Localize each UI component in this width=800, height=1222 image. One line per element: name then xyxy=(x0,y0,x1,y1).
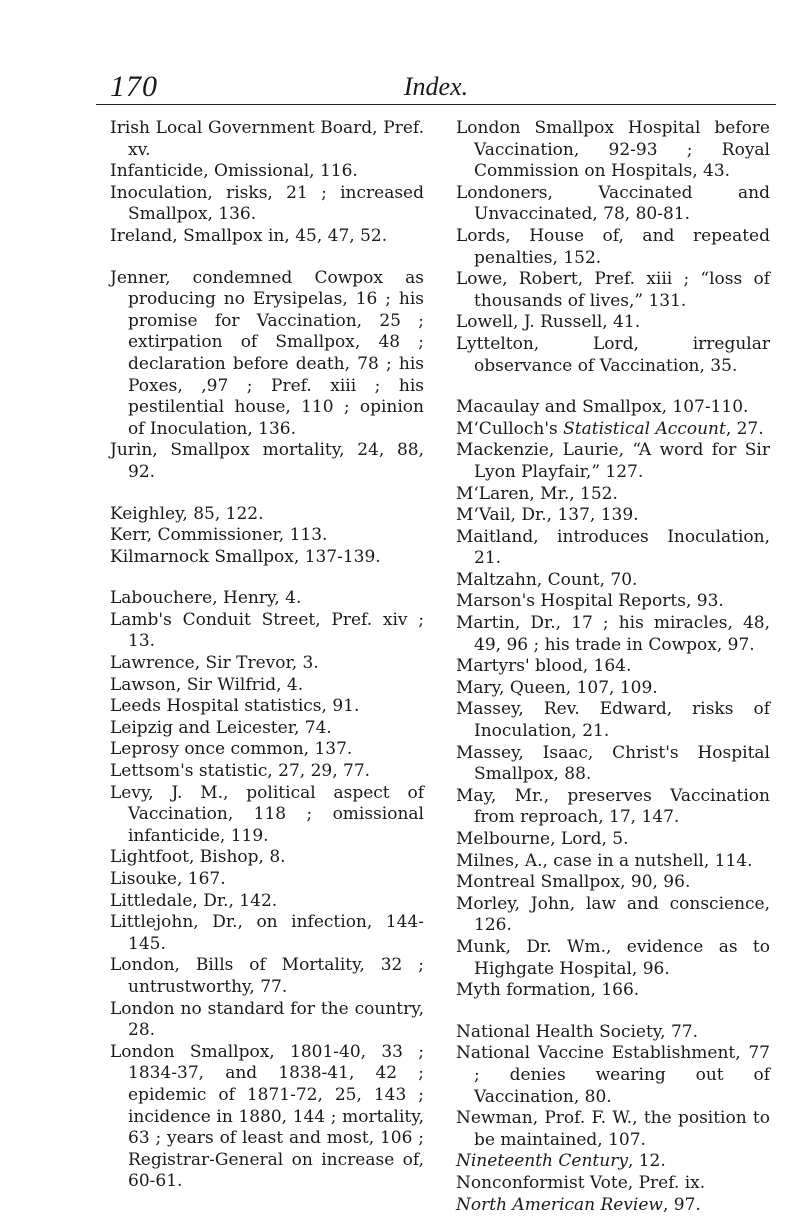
page-header xyxy=(96,68,776,103)
entry-text: , 97. xyxy=(662,1194,701,1215)
entry-italic-title: Nineteenth Century xyxy=(456,1151,628,1172)
index-entry: Keighley, 85, 122. xyxy=(110,503,264,524)
index-entry: National Health Society, 77. xyxy=(456,1021,699,1042)
index-entry: M‘Vail, Dr., 137, 139. xyxy=(456,505,639,526)
index-entry: Nonconformist Vote, Pref. ix. xyxy=(456,1172,706,1193)
index-entry: Myth formation, 166. xyxy=(456,980,640,1001)
index-entry: London Smallpox, 1801-40, 33 ; 1834-37, and 1838-41, 42 ; epidemic of 1871-72, 25, 143 ; incidence in 1880, 144 ; mortality, 63 ; years of least and most, 106 ; Registrar-General on increase of, 60-61. xyxy=(110,1041,424,1192)
index-entry: Kilmarnock Smallpox, 137-139. xyxy=(110,546,381,567)
index-entry: Marson's Hospital Reports, 93. xyxy=(456,591,724,612)
entry-gap xyxy=(110,568,424,588)
index-entry: Lawrence, Sir Trevor, 3. xyxy=(110,653,319,674)
index-entry: Montreal Smallpox, 90, 96. xyxy=(456,872,691,893)
index-entry: Martyrs' blood, 164. xyxy=(456,656,632,677)
index-entry: Londoners, Vaccinated and Unvaccinated, 78, 80-81. xyxy=(456,182,770,225)
index-entry: Kerr, Commissioner, 113. xyxy=(110,525,328,546)
index-entry: Levy, J. M., political aspect of Vaccination, 118 ; omissional infanticide, 119. xyxy=(110,782,424,846)
index-entry: London, Bills of Mortality, 32 ; untrustworthy, 77. xyxy=(110,955,424,997)
entry-gap xyxy=(110,248,424,268)
index-entry: Littledale, Dr., 142. xyxy=(110,890,278,911)
index-entry: Irish Local Government Board, Pref. xv. xyxy=(110,118,424,160)
index-entry: Milnes, A., case in a nutshell, 114. xyxy=(456,850,753,871)
index-entry: Mackenzie, Laurie, “A word for Sir Lyon Playfair,” 127. xyxy=(456,440,770,482)
index-entry: Leipzig and Leicester, 74. xyxy=(110,717,332,738)
index-entry: Ireland, Smallpox in, 45, 47, 52. xyxy=(110,225,388,246)
index-entry: Lawson, Sir Wilfrid, 4. xyxy=(110,674,304,695)
index-entry: Maitland, introduces Inoculation, 21. xyxy=(456,526,770,569)
index-entry: Lords, House of, and repeated penalties, 152. xyxy=(456,225,770,268)
index-entry: National Vaccine Establishment, 77 ; denies wearing out of Vaccination, 80. xyxy=(456,1043,770,1107)
index-entry xyxy=(456,419,770,441)
index-entry: Melbourne, Lord, 5. xyxy=(456,829,629,849)
index-entry: Inoculation, risks, 21 ; increased Smallpox, 136. xyxy=(110,182,424,225)
entry-gap xyxy=(456,1002,770,1022)
entry-gap xyxy=(456,377,770,397)
index-entry: May, Mr., preserves Vaccination from reproach, 17, 147. xyxy=(456,785,770,828)
index-entry: London no standard for the country, 28. xyxy=(110,998,424,1041)
index-entry: Lyttelton, Lord, irregular observance of Vaccination, 35. xyxy=(456,333,770,376)
index-entry: Labouchere, Henry, 4. xyxy=(110,588,302,609)
entry-text: M‘Culloch's xyxy=(456,418,564,439)
index-entry: Littlejohn, Dr., on infection, 144-145. xyxy=(110,912,424,954)
entry-text: , 12. xyxy=(627,1151,666,1172)
index-entry: Lisouke, 167. xyxy=(110,869,226,889)
index-column-left xyxy=(110,118,424,1193)
index-entry: Lowe, Robert, Pref. xiii ; “loss of thousands of lives,” 131. xyxy=(456,269,770,311)
index-entry: Lamb's Conduit Street, Pref. xiv ; 13. xyxy=(110,609,424,652)
index-entry: Lowell, J. Russell, 41. xyxy=(456,312,641,333)
index-entry: Maltzahn, Count, 70. xyxy=(456,569,638,590)
index-entry xyxy=(456,1151,770,1173)
index-entry: Leprosy once common, 137. xyxy=(110,739,353,760)
index-entry: Munk, Dr. Wm., evidence as to Highgate Hospital, 96. xyxy=(456,936,770,979)
entry-gap xyxy=(110,484,424,504)
index-entry: Infanticide, Omissional, 116. xyxy=(110,161,358,182)
page-title: Index. xyxy=(403,72,469,101)
header-rule xyxy=(96,104,776,105)
entry-text: , 27. xyxy=(725,418,764,439)
index-entry: Leeds Hospital statistics, 91. xyxy=(110,696,360,717)
index-entry: Martin, Dr., 17 ; his miracles, 48, 49, 96 ; his trade in Cowpox, 97. xyxy=(456,613,770,655)
page-number: 170 xyxy=(110,70,158,103)
entry-italic-title: Statistical Account xyxy=(563,418,726,439)
entry-italic-title: North American Review xyxy=(456,1194,663,1215)
index-column-right xyxy=(456,118,770,1216)
index-entry: M‘Laren, Mr., 152. xyxy=(456,483,618,504)
index-entry: Jurin, Smallpox mortality, 24, 88, 92. xyxy=(110,440,424,482)
index-entry: Lettsom's statistic, 27, 29, 77. xyxy=(110,761,371,782)
index-entry xyxy=(456,1195,770,1217)
index-entry: Massey, Rev. Edward, risks of Inoculation, 21. xyxy=(456,699,770,742)
index-entry: Mary, Queen, 107, 109. xyxy=(456,677,658,698)
index-entry: Newman, Prof. F. W., the position to be maintained, 107. xyxy=(456,1108,770,1150)
index-entry: Massey, Isaac, Christ's Hospital Smallpox, 88. xyxy=(456,742,770,785)
index-entry: Jenner, condemned Cowpox as producing no Erysipelas, 16 ; his promise for Vaccination, 25 ; extirpation of Smallpox, 48 ; declaration before death, 78 ; his Poxes, ,97 ; Pref. xiii ; his pestilential house, 110 ; opinion of Inoculation, 136. xyxy=(110,267,424,439)
index-entry: Morley, John, law and conscience, 126. xyxy=(456,893,770,936)
index-entry: Macaulay and Smallpox, 107-110. xyxy=(456,397,749,418)
index-entry: London Smallpox Hospital before Vaccination, 92-93 ; Royal Commission on Hospitals, 43. xyxy=(456,118,770,182)
index-entry: Lightfoot, Bishop, 8. xyxy=(110,847,286,868)
